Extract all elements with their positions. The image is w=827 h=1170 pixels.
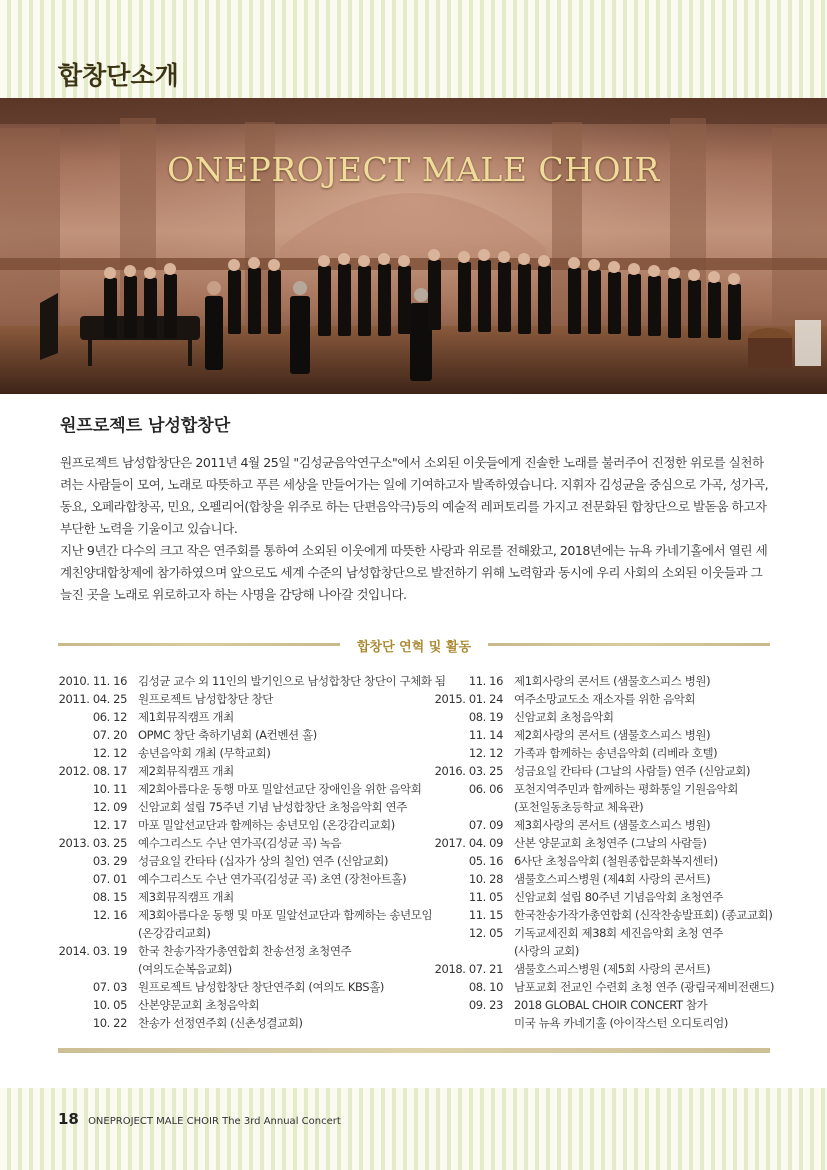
timeline-date: 12. 16 (92, 908, 127, 922)
timeline-event: (온강감리교회) (138, 926, 211, 940)
timeline-entry (56, 942, 436, 960)
timeline-event: 제2회뮤직캠프 개최 (138, 764, 234, 778)
intro-paragraph: 지난 9년간 다수의 크고 작은 연주회를 통하여 소외된 이웃에게 따뜻한 사랑과 위로를 전해왔고, 2018년에는 뉴욕 카네기홀에서 열린 세계친양대합창제에 참가하였으며 앞으로도 세계 수준의 남성합창단으로 발전하기 위해 노력함과 동시에 우리 사회의 소외된 이웃들과 그늘진 곳을 노래로 위로하고자 하는 사명을 감당해 나아갈 것입니다. (60, 543, 768, 602)
concert-hall-illustration (0, 98, 827, 394)
timeline-entry (432, 726, 792, 744)
timeline-date: 09. 23 (468, 998, 503, 1012)
timeline-entry (56, 834, 436, 852)
timeline-entry (56, 924, 436, 942)
timeline-entry (56, 870, 436, 888)
timeline-date: 12. 12 (92, 746, 127, 760)
timeline-entry (432, 942, 792, 960)
timeline-date: 10. 05 (92, 998, 127, 1012)
timeline-date: 11. 05 (468, 890, 503, 904)
timeline-entry (432, 960, 792, 978)
page-footer (58, 1110, 341, 1128)
timeline-entry (56, 852, 436, 870)
timeline-date: 2018. 07. 21 (434, 962, 503, 976)
timeline-event: (여의도순복음교회) (138, 962, 232, 976)
timeline-entry (432, 708, 792, 726)
timeline-event: 2018 GLOBAL CHOIR CONCERT 참가 (514, 998, 708, 1012)
timeline-date: 11. 15 (468, 908, 503, 922)
history-heading: 합창단 연혁 및 활동 (356, 640, 472, 655)
timeline-event: 김성균 교수 외 11인의 발기인으로 남성합창단 창단이 구체화 됨 (138, 674, 446, 688)
timeline-date: 12. 12 (468, 746, 503, 760)
timeline-event: 미국 뉴욕 카네기홀 (아이작스턴 오디토리엄) (514, 1016, 728, 1030)
timeline-date: 06. 06 (468, 782, 503, 796)
timeline-date: 08. 19 (468, 710, 503, 724)
timeline-entry (56, 978, 436, 996)
timeline-event: 제3회뮤직캠프 개최 (138, 890, 234, 904)
timeline-event: 신암교회 설립 80주년 기념음악회 초청연주 (514, 890, 723, 904)
timeline-event: 예수그리스도 수난 연가곡(김성균 곡) 초연 (장천아트홀) (138, 872, 407, 886)
timeline-date: 2015. 01. 24 (434, 692, 503, 706)
timeline-entry (432, 816, 792, 834)
timeline-date: 07. 20 (92, 728, 127, 742)
timeline-event: 여주소망교도소 재소자를 위한 음악회 (514, 692, 696, 706)
timeline-event: 찬송가 선정연주회 (신촌성결교회) (138, 1016, 303, 1030)
timeline-event: 가족과 함께하는 송년음악회 (리베라 호텔) (514, 746, 718, 760)
timeline-entry (432, 834, 792, 852)
choir-name-heading: 원프로젝트 남성합창단 (60, 416, 231, 436)
timeline-date: 2013. 03. 25 (58, 836, 127, 850)
timeline-date: 08. 10 (468, 980, 503, 994)
timeline-entry (56, 762, 436, 780)
timeline-entry (56, 690, 436, 708)
timeline-entry (56, 816, 436, 834)
timeline-entry (56, 672, 446, 690)
timeline-entry (56, 780, 436, 798)
bottom-rule (58, 1048, 770, 1053)
timeline-date: 12. 09 (92, 800, 127, 814)
timeline-entry (432, 798, 792, 816)
timeline-event: 성금요일 칸타타 (십자가 상의 칠언) 연주 (신암교회) (138, 854, 389, 868)
timeline-date: 07. 03 (92, 980, 127, 994)
footer-text: ONEPROJECT MALE CHOIR The 3rd Annual Concert (88, 1116, 341, 1127)
choir-photo (0, 98, 827, 394)
timeline-date: 11. 14 (468, 728, 503, 742)
timeline-entry (56, 906, 436, 924)
timeline-date: 2016. 03. 25 (434, 764, 503, 778)
section-title: 합창단소개 (58, 61, 179, 90)
timeline-entry (432, 744, 792, 762)
intro-paragraph: 원프로젝트 남성합창단은 2011년 4월 25일 "김성균음악연구소"에서 소외된 이웃들에게 진솔한 노래를 불러주어 진정한 위로를 실천하려는 사람들이 모여, 노래로 따뜻하고 푸른 세상을 만들어가는 일에 기여하고자 발족하였습니다. 지휘자 김성균을 중심으로 가곡, 성가곡, 동요, 오페라합창곡, 민요, 오펠리어(합창을 위주로 하는 단편음악극)등의 예술적 레퍼토리를 가지고 전문화된 합창단으로 발돋움 하고자 부단한 노력을 기울이고 있습니다. (60, 455, 769, 536)
hero-title: ONEPROJECT MALE CHOIR (167, 150, 660, 189)
timeline-event: 제3회사랑의 콘서트 (샘물호스피스 병원) (514, 818, 711, 832)
timeline-entry (432, 888, 792, 906)
timeline-event: OPMC 창단 축하기념회 (A컨벤션 홀) (138, 728, 317, 742)
timeline-date: 05. 16 (468, 854, 503, 868)
timeline-date: 2017. 04. 09 (434, 836, 503, 850)
timeline-event: 제2회아름다운 동행 마포 밀알선교단 장애인을 위한 음악회 (138, 782, 422, 796)
timeline-entry (56, 960, 436, 978)
timeline-entry (432, 780, 792, 798)
timeline-event: (포천일동초등학교 체육관) (514, 800, 644, 814)
timeline-entry (432, 870, 792, 888)
timeline-event: 원프로젝트 남성합창단 창단연주회 (여의도 KBS홀) (138, 980, 384, 994)
timeline-event: 한국 찬송가작가총연합회 찬송선정 초청연주 (138, 944, 352, 958)
timeline-event: 제1회뮤직캠프 개최 (138, 710, 234, 724)
timeline-event: 성금요일 칸타타 (그날의 사람들) 연주 (신암교회) (514, 764, 751, 778)
timeline-entry (56, 708, 436, 726)
timeline-event: 산본 양문교회 초청연주 (그날의 사람들) (514, 836, 707, 850)
history-rule-right (488, 643, 770, 646)
timeline-entry (56, 726, 436, 744)
timeline-date: 2010. 11. 16 (58, 674, 127, 688)
intro-text (60, 452, 772, 606)
timeline-entry (56, 744, 436, 762)
timeline-date: 10. 28 (468, 872, 503, 886)
timeline-date: 10. 22 (92, 1016, 127, 1030)
timeline-event: 포천지역주민과 함께하는 평화통일 기원음악회 (514, 782, 738, 796)
timeline-date: 2011. 04. 25 (58, 692, 127, 706)
timeline-event: 원프로젝트 남성합창단 창단 (138, 692, 274, 706)
timeline-event: 신암교회 설립 75주년 기념 남성합창단 초청음악회 연주 (138, 800, 407, 814)
timeline-date: 07. 01 (92, 872, 127, 886)
timeline-event: 제3회아름다운 동행 및 마포 밀알선교단과 함께하는 송년모임 (138, 908, 433, 922)
timeline-event: 제2회사랑의 콘서트 (샘물호스피스 병원) (514, 728, 711, 742)
timeline-event: (사랑의 교회) (514, 944, 579, 958)
timeline-entry (432, 978, 792, 996)
timeline-event: 남포교회 전교인 수련회 초청 연주 (광림국제비전랜드) (514, 980, 775, 994)
timeline-entry (56, 888, 436, 906)
timeline-entry (432, 1014, 792, 1032)
history-rule-left (58, 643, 340, 646)
timeline-event: 샘물호스피스병원 (제5회 사랑의 콘서트) (514, 962, 711, 976)
timeline-entry (432, 762, 792, 780)
timeline-date: 12. 17 (92, 818, 127, 832)
timeline-date: 2014. 03. 19 (58, 944, 127, 958)
timeline-entry (432, 690, 792, 708)
timeline-date: 12. 05 (468, 926, 503, 940)
timeline-entry (432, 924, 792, 942)
timeline-event: 예수그리스도 수난 연가곡(김성균 곡) 녹음 (138, 836, 342, 850)
timeline-entry (432, 906, 792, 924)
timeline-left (56, 672, 446, 1032)
timeline-entry (432, 996, 792, 1014)
timeline-date: 08. 15 (92, 890, 127, 904)
timeline-event: 한국찬송가작가총연합회 (신작찬송발표회) (종교교회) (514, 908, 773, 922)
timeline-event: 제1회사랑의 콘서트 (샘물호스피스 병원) (514, 674, 711, 688)
timeline-entry (432, 672, 792, 690)
page-number: 18 (58, 1110, 79, 1128)
timeline-entry (56, 996, 436, 1014)
timeline-entry (56, 798, 436, 816)
timeline-event: 마포 밀알선교단과 함께하는 송년모임 (온강감리교회) (138, 818, 395, 832)
timeline-date: 06. 12 (92, 710, 127, 724)
timeline-event: 샘물호스피스병원 (제4회 사랑의 콘서트) (514, 872, 711, 886)
timeline-date: 10. 11 (92, 782, 127, 796)
timeline-event: 6사단 초청음악회 (철원종합문화복지센터) (514, 854, 718, 868)
timeline-entry (432, 852, 792, 870)
timeline-event: 신암교회 초청음악회 (514, 710, 614, 724)
timeline-date: 07. 09 (468, 818, 503, 832)
timeline-date: 2012. 08. 17 (58, 764, 127, 778)
timeline-date: 11. 16 (468, 674, 503, 688)
timeline-event: 산본양문교회 초청음악회 (138, 998, 260, 1012)
timeline-event: 기독교세진회 제38회 세진음악회 초청 연주 (514, 926, 723, 940)
timeline-entry (56, 1014, 436, 1032)
timeline-event: 송년음악회 개최 (무학교회) (138, 746, 271, 760)
timeline-right (432, 672, 792, 1032)
timeline-date: 03. 29 (92, 854, 127, 868)
